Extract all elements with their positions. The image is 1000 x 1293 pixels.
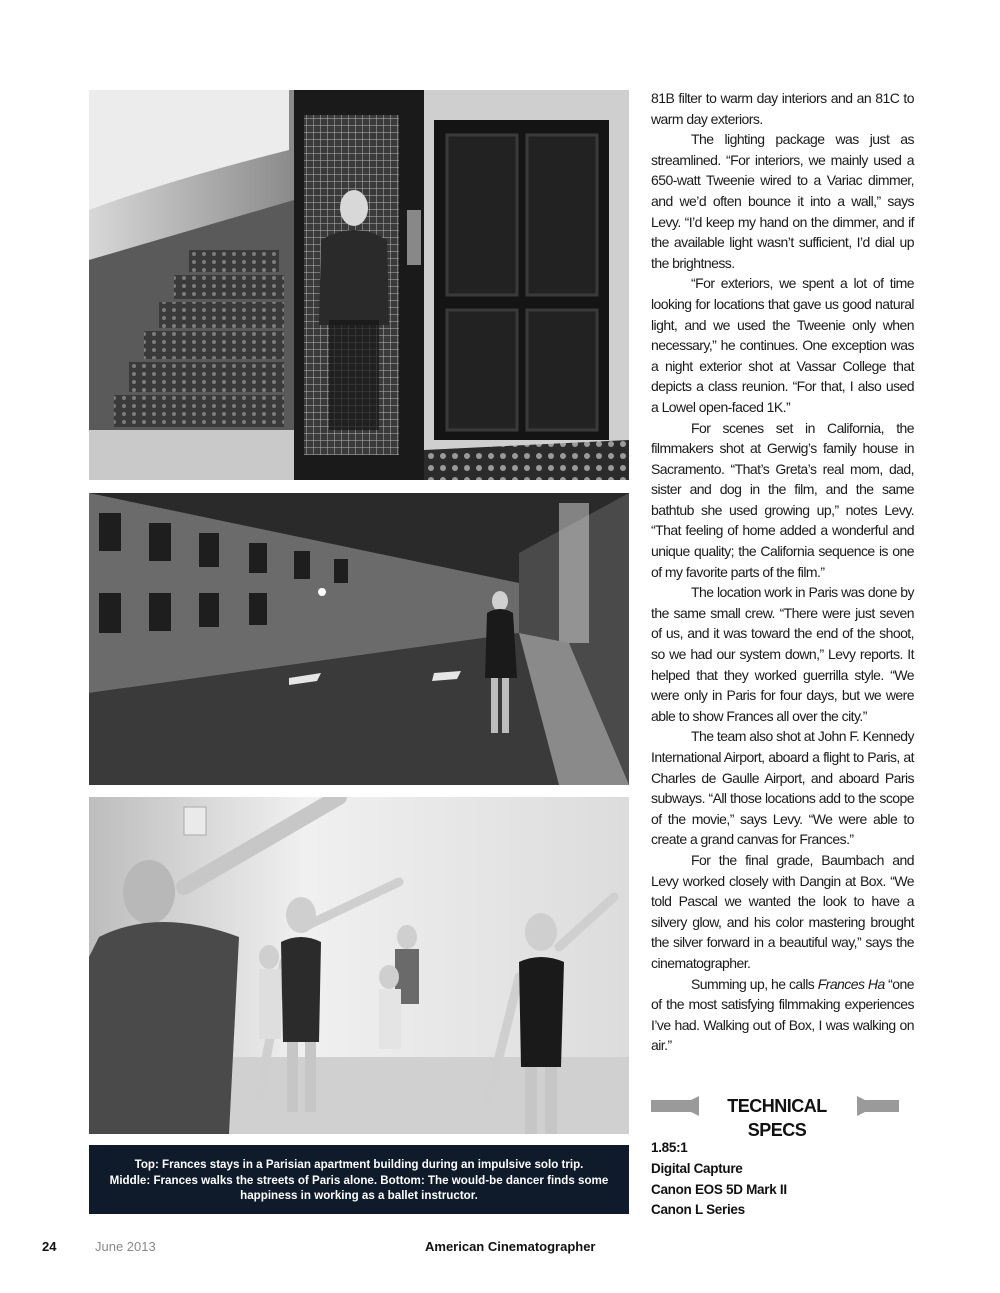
page-number: 24 (42, 1239, 57, 1254)
article-column (651, 88, 914, 1056)
article-paragraph: “For exteriors, we spent a lot of time looking for locations that gave us good natural light, and we used the Tweenie only when necessary,” he continues. One exception was a night exterior shot at Vassar College that depicts a class reunion. “For that, I also used a Lowel open-faced 1K.” (651, 275, 914, 415)
technical-specs-title: TECHNICAL SPECS (727, 1096, 827, 1140)
arrow-left-icon (679, 1096, 699, 1116)
spec-arrow-right-bar (861, 1100, 899, 1112)
article-paragraph: Summing up, he calls Frances Ha “one of the most satisfying filmmaking experiences I’ve had. Walking out of Box, I was walking on air.” (651, 975, 914, 1054)
article-paragraph: The lighting package was just as streamlined. “For interiors, we mainly used a 650-watt Tweenie wired to a Variac dimmer, and we’d often bounce it into a wall,” says Levy. “I’d keep my hand on the dimmer, and if the available light wasn’t sufficient, I’d dial up the brightness. (651, 131, 914, 271)
spec-item: 1.85:1 (651, 1140, 688, 1155)
spec-item: Canon EOS 5D Mark II (651, 1181, 787, 1197)
magazine-name: American Cinematographer (425, 1239, 596, 1254)
spec-item: Digital Capture (651, 1160, 743, 1176)
issue-date: June 2013 (95, 1239, 156, 1254)
caption-line-1: Top: Frances stays in a Parisian apartment building during an impulsive solo trip. (134, 1158, 584, 1171)
technical-specs-header (651, 1094, 899, 1140)
caption-line-2: Middle: Frances walks the streets of Paris alone. Bottom: The would-be dancer finds some (109, 1173, 609, 1187)
photo-paris-street (89, 493, 629, 785)
spec-item: Canon L Series (651, 1202, 745, 1218)
article-paragraph: For the final grade, Baumbach and Levy worked closely with Dangin at Box. “We told Pascal we wanted the look to have a silvery glow, and his color mastering brought the silver forward in a beautiful way,” says the cinematographer. (651, 851, 914, 971)
caption-line-3: happiness in working as a ballet instructor. (240, 1189, 478, 1202)
photo-caption (89, 1145, 629, 1214)
technical-specs-list (651, 1138, 911, 1221)
photo-ballet-class (89, 797, 629, 1134)
photo-apartment-elevator (89, 90, 629, 480)
article-paragraph: 81B filter to warm day interiors and an 81C to warm day exteriors. (651, 90, 914, 127)
article-paragraph: The team also shot at John F. Kennedy International Airport, aboard a flight to Paris, at Charles de Gaulle Airport, and aboard Paris subways. “All those locations add to the scope of the movie,” says Levy. “We were able to create a grand canvas for Frances.” (651, 728, 914, 848)
film-title: Frances Ha (817, 975, 885, 992)
article-paragraph: The location work in Paris was done by the same small crew. “There were just seven of us, and it was toward the end of the shoot, so we had our system down,” Levy reports. It helped that they worked guerrilla style. “We were only in Paris for four days, but we were able to show Frances all over the city.” (651, 584, 914, 724)
article-paragraph: For scenes set in California, the filmmakers shot at Gerwig’s family house in Sacramento. “That’s Greta’s real mom, dad, sister and dog in the film, and the same bathtub she used growing up,” notes Levy. “That feeling of home added a wonderful and unique quality; the California sequence is one of my favorite parts of the film.” (651, 419, 914, 580)
